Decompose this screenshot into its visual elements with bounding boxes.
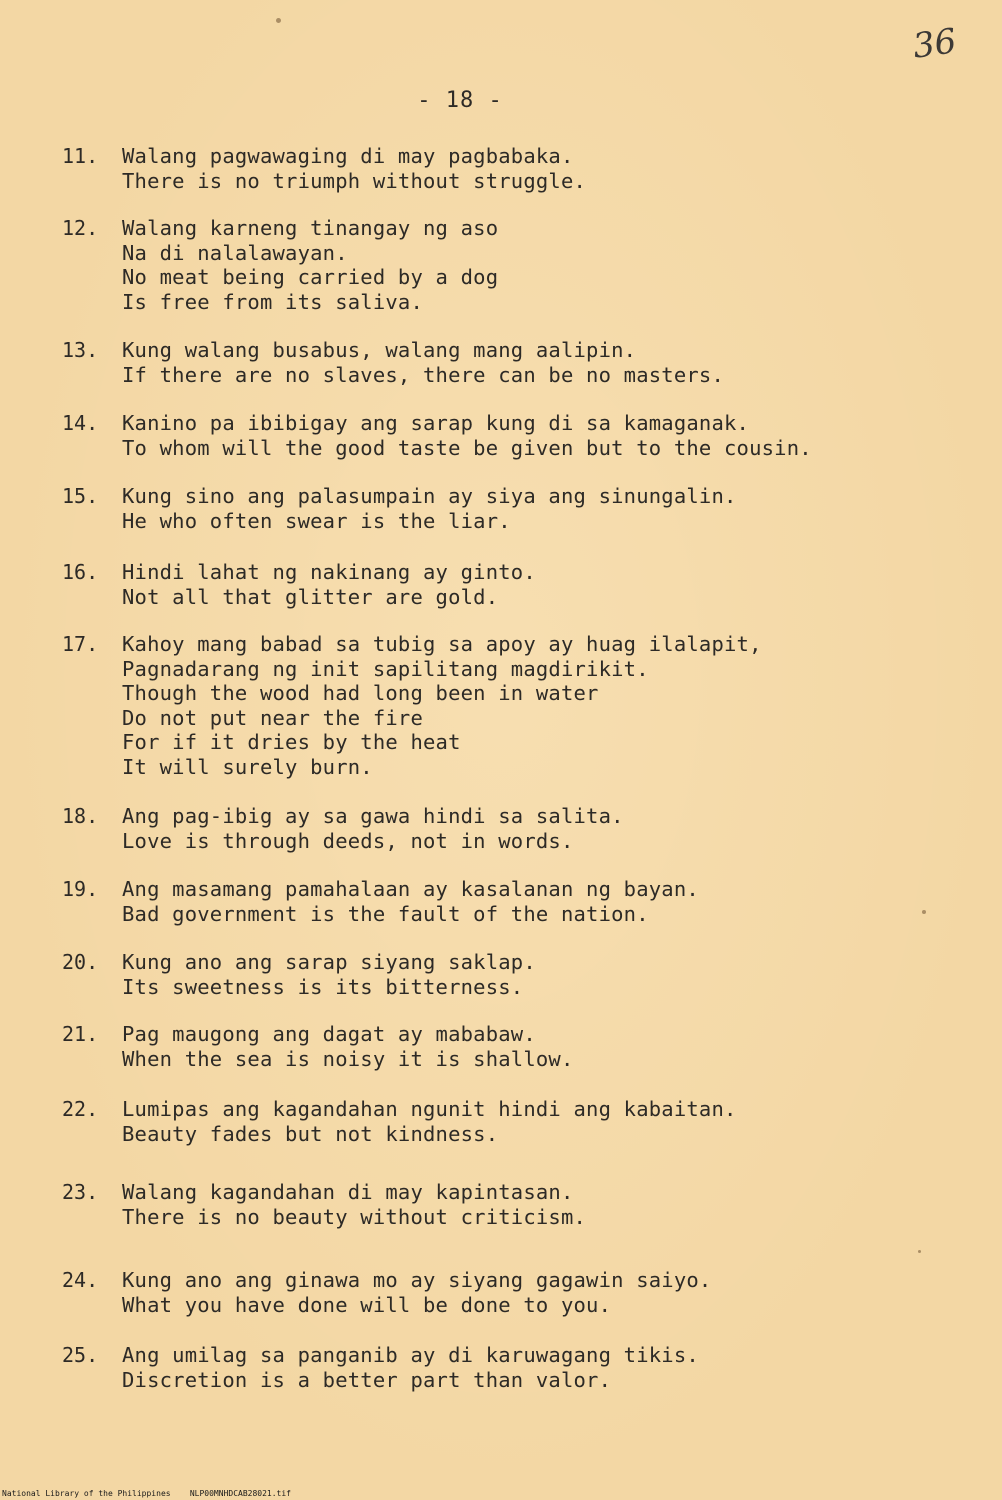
entry-line: To whom will the good taste be given but to the cousin. [122, 435, 812, 460]
entry-line: Love is through deeds, not in words. [122, 828, 574, 853]
entry-number: 14. [62, 411, 99, 435]
footer-filename: NLP00MNHDCAB28021.tif [189, 1489, 291, 1498]
entry-line: There is no beauty without criticism. [122, 1204, 587, 1229]
entry-line: Beauty fades but not kindness. [122, 1121, 499, 1146]
entry-line: What you have done will be done to you. [122, 1292, 612, 1317]
entry-line: Pagnadarang ng init sapilitang magdirikit. [122, 656, 649, 681]
footer-institution: National Library of the Philippines [2, 1489, 171, 1498]
entry-line: Walang karneng tinangay ng aso [122, 216, 499, 240]
entry-line: Walang kagandahan di may kapintasan. [122, 1180, 574, 1204]
entry-line: Not all that glitter are gold. [122, 584, 499, 609]
entry-number: 19. [62, 877, 99, 901]
entry-number: 24. [62, 1268, 99, 1292]
entry-line: Ang pag-ibig ay sa gawa hindi sa salita. [122, 804, 624, 828]
entry-number: 11. [62, 144, 99, 168]
entry-number: 18. [62, 804, 99, 828]
entry-number: 20. [62, 950, 99, 974]
entry-line: Lumipas ang kagandahan ngunit hindi ang kabaitan. [122, 1097, 737, 1121]
entry-line: Bad government is the fault of the nation. [122, 901, 649, 926]
entry-number: 21. [62, 1022, 99, 1046]
entry-line: When the sea is noisy it is shallow. [122, 1046, 574, 1071]
entry-line: Discretion is a better part than valor. [122, 1367, 612, 1392]
entry-line: Though the wood had long been in water [122, 681, 599, 705]
entry-line: Na di nalalawayan. [122, 240, 348, 265]
entry-number: 16. [62, 560, 99, 584]
paper-speck [922, 910, 926, 914]
entry-line: Do not put near the fire [122, 705, 424, 730]
entry-line: Is free from its saliva. [122, 289, 424, 314]
entry-number: 22. [62, 1097, 99, 1121]
entry-line: Kung walang busabus, walang mang aalipin. [122, 338, 637, 362]
entry-line: Pag maugong ang dagat ay mababaw. [122, 1022, 536, 1046]
entry-line: Kung sino ang palasumpain ay siya ang sinungalin. [122, 484, 737, 508]
entry-line: Walang pagwawaging di may pagbabaka. [122, 144, 574, 168]
entry-line: There is no triumph without struggle. [122, 168, 587, 193]
entry-number: 17. [62, 632, 99, 656]
folio-mark: 36 [910, 21, 959, 67]
page-number: - 18 - [417, 88, 503, 113]
entry-number: 15. [62, 484, 99, 508]
entry-number: 13. [62, 338, 99, 362]
entry-line: Kung ano ang ginawa mo ay siyang gagawin saiyo. [122, 1268, 712, 1292]
entry-line: Ang umilag sa panganib ay di karuwagang tikis. [122, 1343, 699, 1367]
archive-footer [2, 1489, 291, 1498]
paper-speck [918, 1250, 921, 1253]
entry-line: Ang masamang pamahalaan ay kasalanan ng bayan. [122, 877, 699, 901]
entry-number: 25. [62, 1343, 99, 1367]
entry-number: 23. [62, 1180, 99, 1204]
entry-line: Kanino pa ibibigay ang sarap kung di sa kamaganak. [122, 411, 750, 435]
entry-line: For if it dries by the heat [122, 730, 461, 754]
entry-line: He who often swear is the liar. [122, 508, 511, 533]
entry-line: Its sweetness is its bitterness. [122, 974, 524, 999]
entry-line: It will surely burn. [122, 754, 373, 779]
entry-line: No meat being carried by a dog [122, 265, 499, 289]
entry-line: Hindi lahat ng nakinang ay ginto. [122, 560, 536, 584]
entry-line: Kahoy mang babad sa tubig sa apoy ay huag ilalapit, [122, 632, 762, 656]
entry-line: If there are no slaves, there can be no masters. [122, 362, 725, 387]
entry-number: 12. [62, 216, 99, 240]
paper-speck [276, 18, 281, 23]
entry-line: Kung ano ang sarap siyang saklap. [122, 950, 536, 974]
